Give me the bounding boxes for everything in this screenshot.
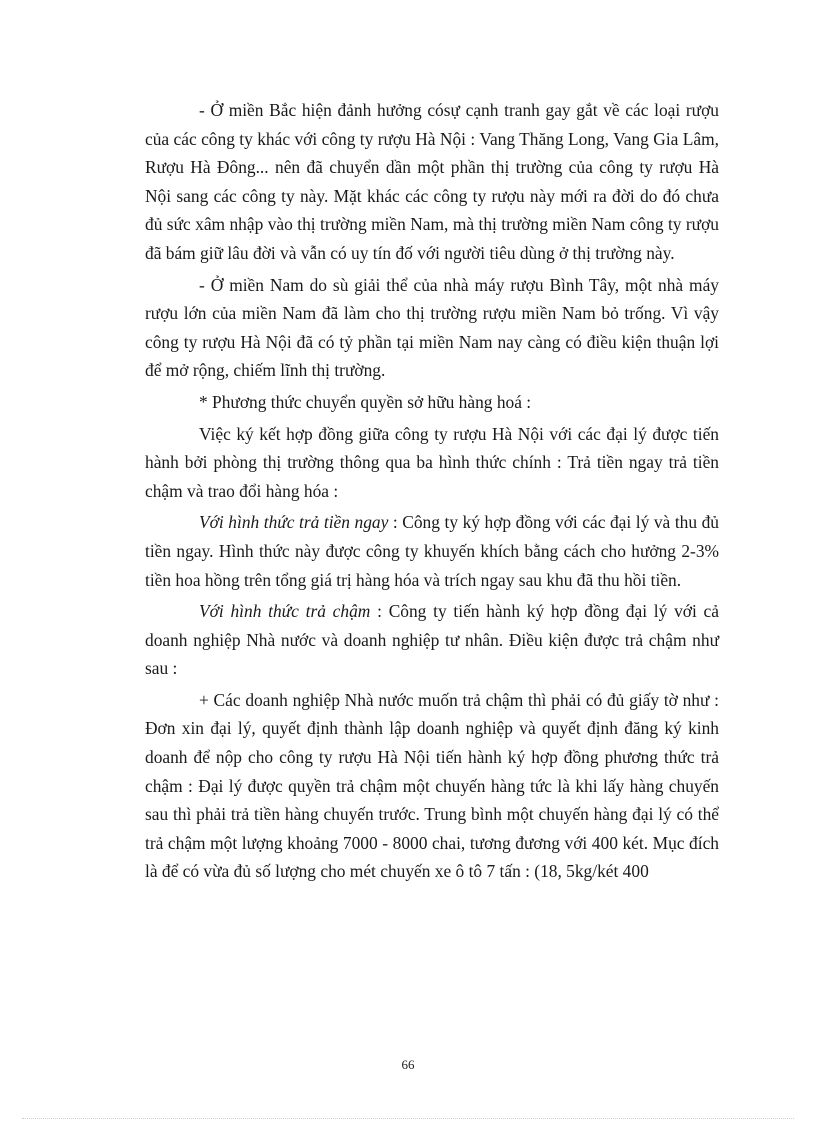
paragraph-text: + Các doanh nghiệp Nhà nước muốn trả chậm thì phải có đủ giấy tờ như : Đơn xin đại lý, quyết định thành lập doanh nghiệp và quyết định đăng ký kinh doanh để nộp cho công ty rượu Hà Nội tiến hành ký hợp đồng phương thức trả chậm : Đại lý được quyền trả chậm một chuyến hàng tức là khi lấy hàng chuyến sau thì phải trả tiền hàng chuyến trước. Trung bình một chuyến hàng đại lý có thể trả chậm một lượng khoảng 7000 - 8000 chai, tương đương với 400 két. Mục đích là để có vừa đủ số lượng cho mét chuyến xe ô tô 7 tấn : (18, 5kg/két 400 bbox=[145, 689, 719, 882]
page-bottom-divider bbox=[22, 1118, 794, 1119]
section-heading-ownership-transfer bbox=[145, 388, 719, 417]
page-number: 66 bbox=[401, 1057, 415, 1072]
paragraph-text: - Ở miền Nam do sù giải thể của nhà máy rượu Bình Tây, một nhà máy rượu lớn của miền Nam đã làm cho thị trường rượu miền Nam bỏ trống. Vì vậy công ty rượu Hà Nội đã có tỷ phần tại miền Nam nay càng có điều kiện thuận lợi để mở rộng, chiếm lĩnh thị trường. bbox=[145, 274, 719, 381]
section-heading-text: * Phương thức chuyển quyền sở hữu hàng hoá : bbox=[199, 391, 532, 412]
paragraph-contract-forms bbox=[145, 420, 719, 506]
paragraph-south-market bbox=[145, 271, 719, 385]
paragraph-state-enterprise-conditions bbox=[145, 686, 719, 886]
paragraph-immediate-payment bbox=[145, 508, 719, 594]
paragraph-north-market bbox=[145, 96, 719, 268]
paragraph-text: : Công ty tiến hành ký hợp đồng đại lý với cả doanh nghiệp Nhà nước và doanh nghiệp tư nhân. Điều kiện được trả chậm như sau : bbox=[145, 601, 719, 679]
paragraph-text: : Công ty ký hợp đồng với các đại lý và thu đủ tiền ngay. Hình thức này được công ty khuyến khích bằng cách cho hưởng 2-3% tiền hoa hồng trên tổng giá trị hàng hóa và trích ngay sau khu đã thu hồi tiền. bbox=[145, 512, 719, 590]
italic-lead-text: Với hình thức trả chậm bbox=[199, 601, 371, 622]
italic-lead-text: Với hình thức trả tiền ngay bbox=[199, 512, 389, 533]
paragraph-text: - Ở miền Bắc hiện đảnh hưởng cósự cạnh tranh gay gắt về các loại rượu của các công ty khác với công ty rượu Hà Nội : Vang Thăng Long, Vang Gia Lâm, Rượu Hà Đông... nên đã chuyển dần một phần thị trường của công ty rượu Hà Nội sang các công ty này. Mặt khác các công ty rượu này mới ra đời do đó chưa đủ sức xâm nhập vào thị trường miền Nam, mà thị trường miền Nam công ty rượu đã bám giữ lâu đời và vẫn có uy tín đố với người tiêu dùng ở thị trường này. bbox=[145, 100, 719, 263]
paragraph-deferred-payment bbox=[145, 597, 719, 683]
paragraph-text: Việc ký kết hợp đồng giữa công ty rượu Hà Nội với các đại lý được tiến hành bởi phòng thị trường thông qua ba hình thức chính : Trả tiền ngay trả tiền chậm và trao đổi hàng hóa : bbox=[145, 423, 719, 501]
document-body bbox=[145, 96, 719, 886]
